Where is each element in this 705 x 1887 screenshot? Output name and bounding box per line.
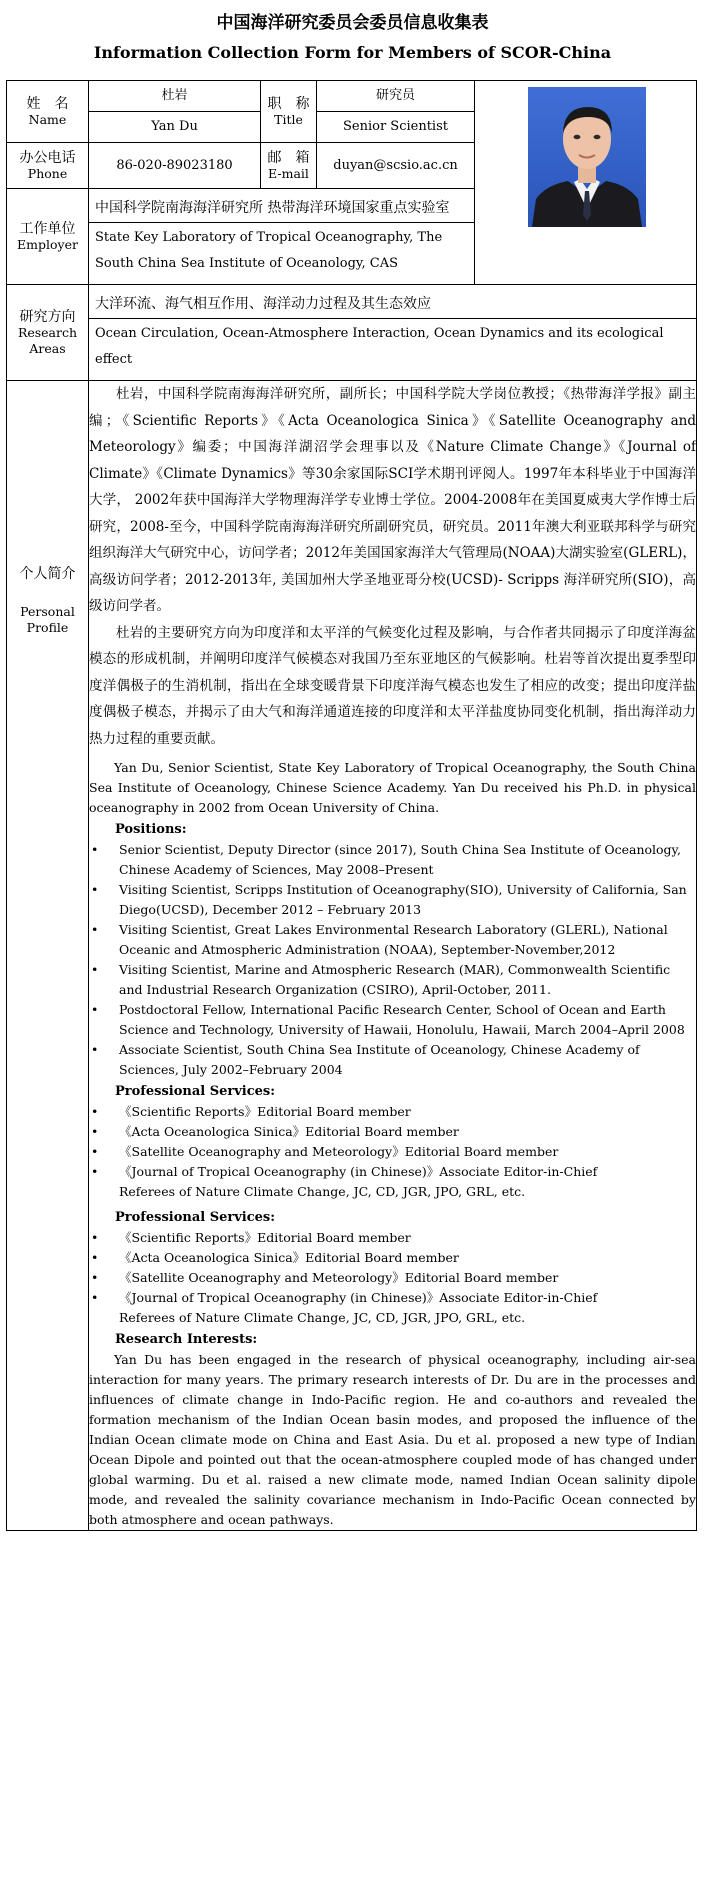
research-cell <box>89 285 697 381</box>
research-interests-paragraph: Yan Du has been engaged in the research of physical oceanography, including air-sea interaction for many years. The primary research interests of Dr. Du are in the processes and influences of climate change in Indo-Pacific region. He and co-authors and revealed the formation mechanism of the Indian Ocean basin modes, and proposed the influence of the Indian Ocean climate mode on China and East Asia. Du et al. proposed a new type of Indian Ocean Dipole and pointed out that the ocean-atmosphere coupled mode of has changed under global warming. Du et al. raised a new climate mode, named Indian Ocean salinity dipole mode, and revealed the salinity covariance mechanism in Indo-Pacific Ocean connected by both atmosphere and ocean pathways. <box>89 1352 696 1527</box>
title-cell <box>317 81 475 143</box>
title-cn-value: 研究员 <box>317 81 474 112</box>
profile-cn-paragraph-1: 杜岩，中国科学院南海海洋研究所，副所长；中国科学院大学岗位教授；《热带海洋学报》副主编；《Scientific Reports》《Acta Oceanologica Sinica》《Satellite Oceanography and Meteorology》编委；中国海洋湖沼学会理事以及《Nature Climate Change》《Journal of Climate》《Climate Dynamics》等30余家国际SCI学术期刊评阅人。1997年本科毕业于中国海洋大学， 2002年获中国海洋大学物理海洋学专业博士学位。2004-2008年在美国夏威夷大学作博士后研究，2008-至今，中国科学院南海海洋研究所副研究员，研究员。2011年澳大利亚联邦科学与研究组织海洋大气研究中心，访问学者；2012年美国国家海洋大气管理局(NOAA)大湖实验室(GLERL)，高级访问学者；2012-2013年, 美国加州大学圣地亚哥分校(UCSD)- Scripps 海洋研究所(SIO)，高级访问学者。 <box>89 386 696 614</box>
list-item: • 《Journal of Tropical Oceanography (in Chinese)》Associate Editor-in-Chief <box>119 1162 696 1182</box>
portrait-photo <box>528 87 646 227</box>
list-item: • 《Journal of Tropical Oceanography (in Chinese)》Associate Editor-in-Chief <box>119 1288 696 1308</box>
form-title-cn: 中国海洋研究委员会委员信息收集表 <box>216 13 489 33</box>
list-item: • Senior Scientist, Deputy Director (since 2017), South China Sea Institute of Oceanology, Chinese Academy of Sciences, May 2008–Present <box>119 840 696 880</box>
list-item: • 《Scientific Reports》Editorial Board member <box>119 1228 696 1248</box>
services-heading-1: Professional Services: <box>115 1084 276 1099</box>
profile-cell <box>89 381 697 1531</box>
services-list-2 <box>89 1228 696 1308</box>
email-label: 邮 箱 E-mail <box>261 143 317 189</box>
profile-cn-paragraph-2: 杜岩的主要研究方向为印度洋和太平洋的气候变化过程及影响，与合作者共同揭示了印度洋海盆模态的形成机制，并阐明印度洋气候模态对我国乃至东亚地区的气候影响。杜岩等首次提出夏季型印度洋偶极子的生消机制，指出在全球变暖背景下印度洋海气模态也发生了相应的改变；提出印度洋盐度偶极子模态，并揭示了由大气和海洋通道连接的印度洋和太平洋盐度协同变化机制，指出海洋动力热力过程的重要贡献。 <box>89 624 696 747</box>
referees-line-1: Referees of Nature Climate Change, JC, CD, JGR, JPO, GRL, etc. <box>119 1184 526 1199</box>
name-cn-value: 杜岩 <box>89 81 260 112</box>
list-item: • Visiting Scientist, Great Lakes Environmental Research Laboratory (GLERL), National Oceanic and Atmospheric Administration (NOAA), September-November,2012 <box>119 920 696 960</box>
employer-label: 工作单位 Employer <box>7 189 89 285</box>
phone-value: 86-020-89023180 <box>89 143 261 189</box>
title-en-value: Senior Scientist <box>343 119 448 134</box>
positions-heading: Positions: <box>115 822 187 837</box>
positions-list <box>89 840 696 1080</box>
research-interests-heading: Research Interests: <box>115 1332 258 1347</box>
info-form-table <box>6 80 697 1531</box>
phone-label: 办公电话 Phone <box>7 143 89 189</box>
list-item: • Associate Scientist, South China Sea Institute of Oceanology, Chinese Academy of Sciences, July 2002–February 2004 <box>119 1040 696 1080</box>
email-value: duyan@scsio.ac.cn <box>317 143 475 189</box>
form-title-en: Information Collection Form for Members of SCOR-China <box>93 43 612 62</box>
employer-cell <box>89 189 475 285</box>
name-en-value: Yan Du <box>151 119 198 134</box>
list-item: • Visiting Scientist, Marine and Atmospheric Research (MAR), Commonwealth Scientific and Industrial Research Organization (CSIRO), April-October, 2011. <box>119 960 696 1000</box>
portrait-photo-cell <box>475 81 697 285</box>
list-item: • 《Acta Oceanologica Sinica》Editorial Board member <box>119 1122 696 1142</box>
research-label: 研究方向 Research Areas <box>7 285 89 381</box>
list-item: • 《Acta Oceanologica Sinica》Editorial Board member <box>119 1248 696 1268</box>
list-item: • 《Satellite Oceanography and Meteorology》Editorial Board member <box>119 1142 696 1162</box>
services-list-1 <box>89 1102 696 1182</box>
name-cell <box>89 81 261 143</box>
list-item: • 《Scientific Reports》Editorial Board member <box>119 1102 696 1122</box>
employer-cn-value: 中国科学院南海海洋研究所 热带海洋环境国家重点实验室 <box>89 194 474 223</box>
employer-en-value: State Key Laboratory of Tropical Oceanography, The South China Sea Institute of Oceanology, CAS <box>95 230 443 271</box>
research-cn-value: 大洋环流、海气相互作用、海洋动力过程及其生态效应 <box>89 290 696 319</box>
services-heading-2: Professional Services: <box>115 1210 276 1225</box>
profile-en-paragraph: Yan Du, Senior Scientist, State Key Laboratory of Tropical Oceanography, the South China Sea Institute of Oceanology, Chinese Science Academy. Yan Du received his Ph.D. in physical oceanography in 2002 from Ocean University of China. <box>89 760 696 815</box>
list-item: • Visiting Scientist, Scripps Institution of Oceanography(SIO), University of California, San Diego(UCSD), December 2012 – February 2013 <box>119 880 696 920</box>
title-label: 职 称 Title <box>261 81 317 143</box>
list-item: • 《Satellite Oceanography and Meteorology》Editorial Board member <box>119 1268 696 1288</box>
research-en-value: Ocean Circulation, Ocean-Atmosphere Interaction, Ocean Dynamics and its ecological effect <box>95 326 664 367</box>
list-item: • Postdoctoral Fellow, International Pacific Research Center, School of Ocean and Earth Science and Technology, University of Hawaii, Honolulu, Hawaii, March 2004–April 2008 <box>119 1000 696 1040</box>
profile-label: 个人简介 Personal Profile <box>7 381 89 1531</box>
referees-line-2: Referees of Nature Climate Change, JC, CD, JGR, JPO, GRL, etc. <box>119 1310 526 1325</box>
name-label: 姓 名 Name <box>7 81 89 143</box>
